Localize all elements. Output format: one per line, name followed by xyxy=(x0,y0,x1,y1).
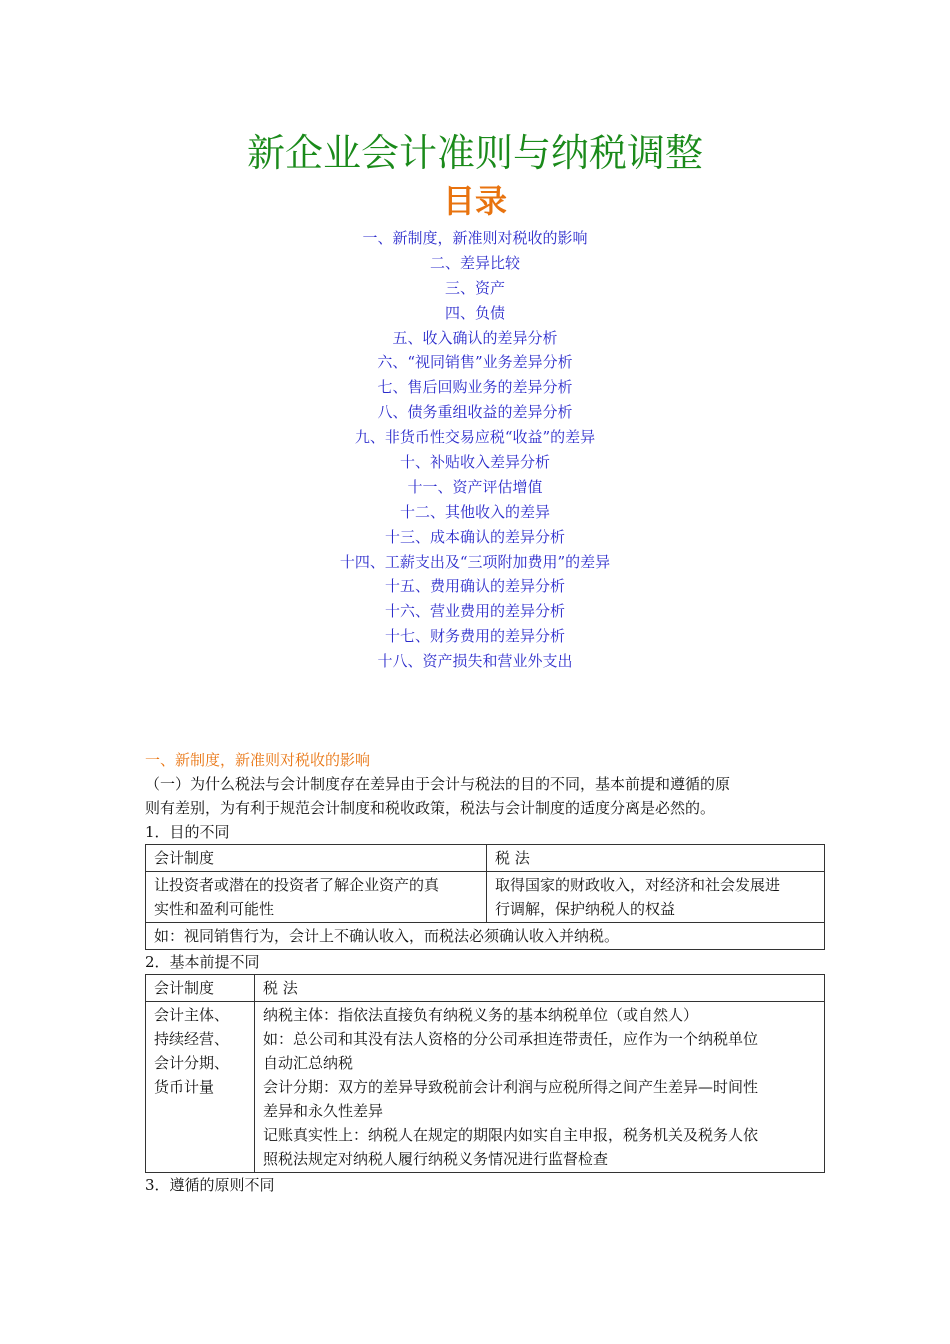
cell-tax-premises xyxy=(255,1002,825,1173)
toc-item-4[interactable]: 四、负债 xyxy=(444,303,505,322)
toc-item-2[interactable]: 二、差异比较 xyxy=(429,253,520,272)
toc-item-3[interactable]: 三、资产 xyxy=(444,278,505,297)
premise-comparison-table xyxy=(145,974,825,1173)
toc-item-10[interactable]: 十、补贴收入差异分析 xyxy=(399,453,550,472)
table-row xyxy=(146,872,825,923)
cell-line: 持续经营、 xyxy=(154,1030,230,1048)
cell-tax-purpose xyxy=(487,872,825,923)
cell-line: 取得国家的财政收入，对经济和社会发展进 xyxy=(495,876,781,894)
cell-accounting-premises xyxy=(146,1002,255,1173)
subsection-2-title: 2．基本前提不同 xyxy=(145,953,260,971)
toc-heading: 目录 xyxy=(442,182,507,220)
table-of-contents xyxy=(0,226,950,674)
cell-line: 让投资者或潜在的投资者了解企业资产的真 xyxy=(154,876,440,894)
cell-line: 会计主体、 xyxy=(154,1006,230,1024)
header-cell-tax-law: 税 法 xyxy=(487,845,825,872)
toc-item-15[interactable]: 十五、费用确认的差异分析 xyxy=(384,577,565,596)
toc-item-14[interactable]: 十四、工薪支出及“三项附加费用”的差异 xyxy=(339,552,611,571)
cell-line: 自动汇总纳税 xyxy=(263,1054,354,1072)
cell-example-note: 如：视同销售行为，会计上不确认收入，而税法必须确认收入并纳税。 xyxy=(146,923,825,950)
cell-line: 会计分期、 xyxy=(154,1054,230,1072)
cell-line: 纳税主体：指依法直接负有纳税义务的基本纳税单位（或自然人） xyxy=(263,1006,699,1024)
purpose-comparison-table xyxy=(145,844,825,950)
intro-line-2: 则有差别，为有利于规范会计制度和税收政策，税法与会计制度的适度分离是必然的。 xyxy=(145,799,716,817)
toc-item-18[interactable]: 十八、资产损失和营业外支出 xyxy=(377,652,573,671)
header-cell-accounting: 会计制度 xyxy=(146,975,255,1002)
toc-item-11[interactable]: 十一、资产评估增值 xyxy=(407,477,543,496)
cell-line: 会计分期：双方的差异导致税前会计利润与应税所得之间产生差异—时间性 xyxy=(263,1078,759,1096)
cell-line: 实性和盈利可能性 xyxy=(154,900,275,918)
section-1-heading: 一、新制度，新准则对税收的影响 xyxy=(145,751,371,769)
toc-item-13[interactable]: 十三、成本确认的差异分析 xyxy=(384,527,565,546)
cell-line: 行调解，保护纳税人的权益 xyxy=(495,900,676,918)
cell-line: 照税法规定对纳税人履行纳税义务情况进行监督检查 xyxy=(263,1150,609,1168)
toc-item-6[interactable]: 六、“视同销售”业务差异分析 xyxy=(377,353,573,372)
cell-accounting-purpose xyxy=(146,872,487,923)
cell-line: 记账真实性上：纳税人在规定的期限内如实自主申报，税务机关及税务人依 xyxy=(263,1126,759,1144)
cell-line: 如：总公司和其没有法人资格的分公司承担连带责任，应作为一个纳税单位 xyxy=(263,1030,759,1048)
intro-paragraph xyxy=(145,772,825,820)
cell-line: 货币计量 xyxy=(154,1078,215,1096)
toc-item-16[interactable]: 十六、营业费用的差异分析 xyxy=(384,602,565,621)
table-row xyxy=(146,845,825,872)
table-row xyxy=(146,1002,825,1173)
table-row xyxy=(146,975,825,1002)
toc-item-8[interactable]: 八、债务重组收益的差异分析 xyxy=(377,403,573,422)
header-cell-tax-law: 税 法 xyxy=(255,975,825,1002)
toc-item-17[interactable]: 十七、财务费用的差异分析 xyxy=(384,627,565,646)
toc-item-7[interactable]: 七、售后回购业务的差异分析 xyxy=(377,378,573,397)
toc-item-12[interactable]: 十二、其他收入的差异 xyxy=(399,502,550,521)
subsection-3-title: 3．遵循的原则不同 xyxy=(145,1176,275,1194)
toc-item-1[interactable]: 一、新制度，新准则对税收的影响 xyxy=(362,229,588,247)
toc-item-5[interactable]: 五、收入确认的差异分析 xyxy=(392,328,558,347)
section-1-content xyxy=(145,748,825,1197)
subsection-1-title: 1．目的不同 xyxy=(145,823,230,841)
toc-item-9[interactable]: 九、非货币性交易应税“收益”的差异 xyxy=(354,428,596,447)
header-cell-accounting: 会计制度 xyxy=(146,845,487,872)
cell-line: 差异和永久性差异 xyxy=(263,1102,384,1120)
table-row xyxy=(146,923,825,950)
intro-line-1: （一）为什么税法与会计制度存在差异由于会计与税法的目的不同，基本前提和遵循的原 xyxy=(145,775,731,793)
document-title: 新企业会计准则与纳税调整 xyxy=(246,131,703,175)
